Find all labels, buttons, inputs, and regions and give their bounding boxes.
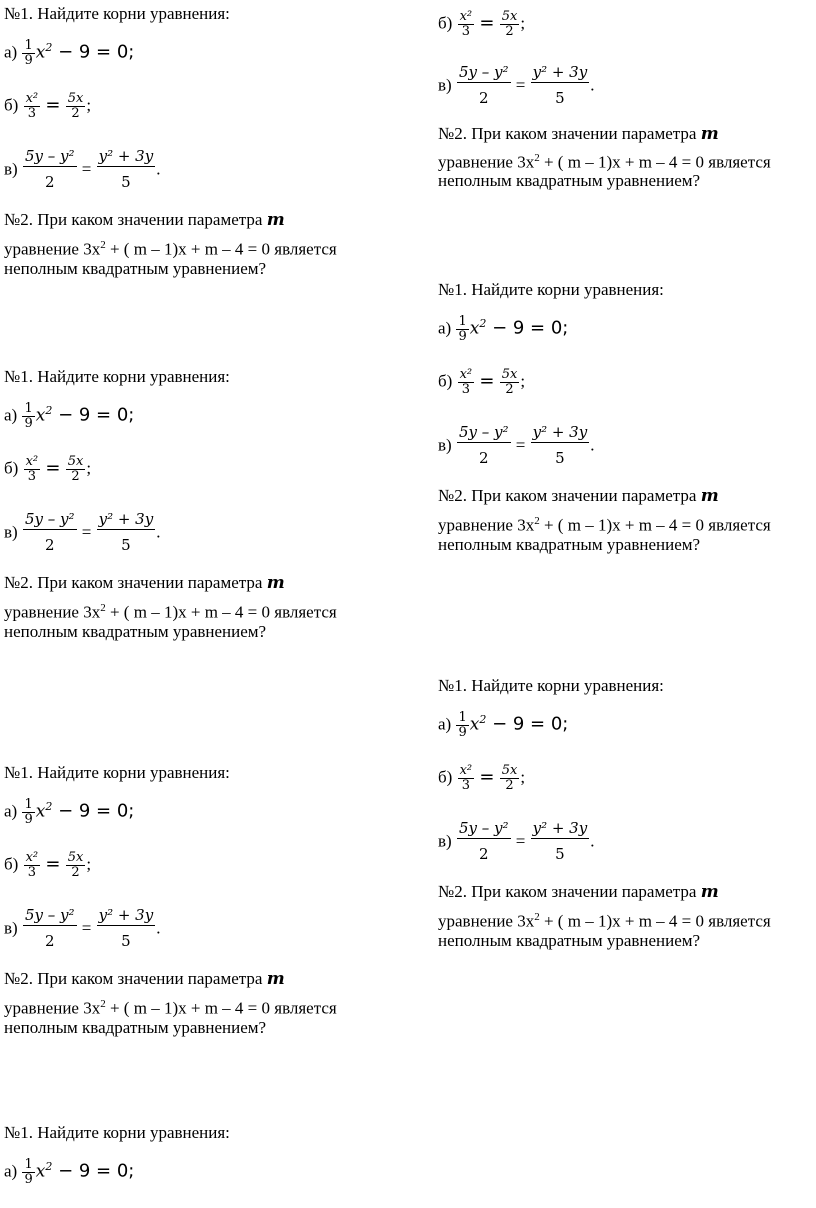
task2-line2 (4, 994, 337, 1019)
equation-rest: − 9 = 0; (52, 41, 135, 63)
task2-line2 (4, 598, 337, 623)
task2-line1 (4, 969, 285, 989)
frac-num: 5x (67, 91, 84, 106)
label-v: в) (438, 831, 452, 851)
task1-title: №1. Найдите корни уравнения: (438, 676, 664, 695)
param-m: m (266, 969, 285, 989)
task2-line3: неполным квадратным уравнением? (4, 622, 267, 641)
fraction-left (24, 851, 41, 880)
power: 2 (45, 404, 53, 417)
frac-den: 2 (23, 925, 77, 954)
task1-v (438, 62, 594, 111)
equation-rest: − 9 = 0; (52, 1160, 135, 1182)
task2-line3: неполным квадратным уравнением? (4, 1018, 267, 1037)
worksheet-card-6 (438, 276, 816, 566)
label-v: в) (4, 159, 18, 179)
frac-den: 5 (531, 442, 590, 471)
param-m: m (266, 573, 285, 593)
frac-den: 9 (458, 725, 467, 741)
frac-num: 1 (458, 710, 467, 726)
frac-num: 5x (501, 9, 518, 24)
equals: = (45, 94, 61, 116)
fraction-right (97, 509, 156, 558)
frac-num: 1 (24, 401, 33, 417)
frac-num: y² + 3y (532, 63, 588, 81)
label-v: в) (4, 918, 18, 938)
equals: = (81, 918, 92, 938)
equals: = (479, 766, 495, 788)
fraction-left (23, 509, 77, 558)
semicolon: ; (520, 767, 526, 787)
fraction-left (458, 368, 475, 397)
equals: = (515, 831, 526, 851)
label-b: б) (4, 458, 19, 478)
equals: = (515, 75, 526, 95)
label-b: б) (438, 371, 453, 391)
param-m: m (266, 210, 285, 230)
label-b: б) (438, 767, 453, 787)
task2-eq-a: уравнение 3x (438, 515, 535, 535)
period: . (590, 831, 595, 851)
task2-eq-b: + ( m – 1)x + m – 4 = 0 является (539, 152, 771, 172)
worksheet-card-7 (438, 672, 816, 962)
fraction-one-ninth (456, 315, 468, 344)
frac-den: 2 (500, 382, 520, 397)
frac-num: 5x (501, 763, 518, 778)
task1-b (4, 455, 91, 484)
task1-v (4, 905, 160, 954)
task1-b (438, 764, 525, 793)
task2-line2 (438, 907, 771, 932)
task2-line1 (438, 486, 719, 506)
frac-num: 5y – y² (24, 510, 75, 528)
equals: = (81, 522, 92, 542)
frac-num: y² + 3y (98, 510, 154, 528)
equation-rest: − 9 = 0; (486, 317, 569, 339)
task1-v (438, 422, 594, 471)
power: 2 (45, 1160, 53, 1173)
frac-den: 3 (24, 469, 41, 484)
worksheet-card-5-partial (438, 0, 816, 195)
task2-eq-b: + ( m – 1)x + m – 4 = 0 является (539, 911, 771, 931)
param-m: m (700, 124, 719, 144)
frac-den: 9 (24, 1172, 33, 1188)
semicolon: ; (520, 13, 526, 33)
task1-v (438, 818, 594, 867)
frac-den: 3 (24, 865, 41, 880)
fraction-one-ninth (22, 39, 34, 68)
frac-den: 9 (458, 329, 467, 345)
task2-line1 (438, 124, 719, 144)
frac-num: 1 (458, 314, 467, 330)
power: 2 (100, 998, 106, 1010)
frac-den: 2 (457, 442, 511, 471)
task1-title: №1. Найдите корни уравнения: (4, 1123, 230, 1142)
task2-text: №2. При каком значении параметра (438, 124, 697, 143)
task2-text: №2. При каком значении параметра (4, 969, 263, 988)
frac-den: 2 (23, 166, 77, 195)
var-x: x (35, 801, 46, 822)
frac-den: 2 (66, 106, 86, 121)
fraction-right (66, 851, 86, 880)
power: 2 (45, 800, 53, 813)
label-b: б) (4, 854, 19, 874)
fraction-left (458, 764, 475, 793)
frac-num: x² (25, 454, 39, 469)
worksheet-card-3 (4, 759, 394, 1049)
frac-num: 1 (24, 1157, 33, 1173)
worksheet-card-2 (4, 363, 394, 653)
task2-eq-a: уравнение 3x (4, 239, 101, 259)
frac-num: x² (25, 91, 39, 106)
fraction-left (457, 818, 511, 867)
task2-text: №2. При каком значении параметра (4, 210, 263, 229)
equals: = (45, 853, 61, 875)
task2-line3: неполным квадратным уравнением? (438, 535, 701, 554)
label-a: а) (4, 1161, 18, 1181)
label-v: в) (4, 522, 18, 542)
frac-num: x² (25, 850, 39, 865)
fraction-left (457, 62, 511, 111)
fraction-right (531, 62, 590, 111)
frac-num: x² (459, 763, 473, 778)
frac-num: 5x (67, 850, 84, 865)
frac-num: 1 (24, 38, 33, 54)
fraction-right (66, 455, 86, 484)
fraction-left (24, 455, 41, 484)
frac-den: 5 (97, 529, 156, 558)
worksheet-card-4-partial (4, 1119, 394, 1208)
fraction-right (66, 92, 86, 121)
task1-title: №1. Найдите корни уравнения: (4, 763, 230, 782)
frac-den: 5 (97, 925, 156, 954)
fraction-left (458, 10, 475, 39)
label-b: б) (438, 13, 453, 33)
task2-text: №2. При каком значении параметра (438, 882, 697, 901)
period: . (156, 918, 161, 938)
task2-line1 (438, 882, 719, 902)
semicolon: ; (520, 371, 526, 391)
equals: = (479, 370, 495, 392)
frac-num: 5y – y² (458, 63, 509, 81)
var-x: x (35, 405, 46, 426)
task1-title: №1. Найдите корни уравнения: (438, 280, 664, 299)
label-a: а) (4, 405, 18, 425)
period: . (590, 435, 595, 455)
semicolon: ; (86, 95, 92, 115)
label-a: а) (4, 801, 18, 821)
power: 2 (45, 41, 53, 54)
power: 2 (479, 713, 487, 726)
frac-num: y² + 3y (532, 819, 588, 837)
frac-den: 3 (24, 106, 41, 121)
task2-line1 (4, 573, 285, 593)
equals: = (515, 435, 526, 455)
task2-eq-a: уравнение 3x (4, 602, 101, 622)
fraction-one-ninth (22, 1158, 34, 1187)
task1-b (4, 92, 91, 121)
power: 2 (534, 911, 540, 923)
task1-a (4, 797, 134, 827)
frac-num: y² + 3y (532, 423, 588, 441)
frac-num: 5y – y² (24, 147, 75, 165)
period: . (156, 522, 161, 542)
frac-den: 2 (66, 469, 86, 484)
worksheet-card-1 (4, 0, 394, 290)
fraction-right (500, 368, 520, 397)
task2-line2 (4, 235, 337, 260)
label-b: б) (4, 95, 19, 115)
task1-a (4, 1157, 134, 1187)
fraction-one-ninth (22, 402, 34, 431)
frac-num: 5x (67, 454, 84, 469)
frac-num: x² (459, 367, 473, 382)
fraction-right (97, 905, 156, 954)
task2-line3: неполным квадратным уравнением? (438, 931, 701, 950)
task2-line3: неполным квадратным уравнением? (4, 259, 267, 278)
var-x: x (469, 318, 480, 339)
frac-num: x² (459, 9, 473, 24)
fraction-one-ninth (22, 798, 34, 827)
task1-title: №1. Найдите корни уравнения: (4, 367, 230, 386)
frac-num: 5y – y² (458, 819, 509, 837)
param-m: m (700, 882, 719, 902)
task2-text: №2. При каком значении параметра (4, 573, 263, 592)
power: 2 (534, 152, 540, 164)
task1-a (438, 314, 568, 344)
equation-rest: − 9 = 0; (52, 404, 135, 426)
frac-den: 5 (97, 166, 156, 195)
frac-den: 2 (500, 24, 520, 39)
var-x: x (35, 42, 46, 63)
task1-a (4, 401, 134, 431)
frac-den: 2 (23, 529, 77, 558)
task2-line1 (4, 210, 285, 230)
equation-rest: − 9 = 0; (486, 713, 569, 735)
task2-line3: неполным квадратным уравнением? (438, 171, 701, 190)
label-v: в) (438, 75, 452, 95)
task1-v (4, 146, 160, 195)
task1-v (4, 509, 160, 558)
task2-line2 (438, 511, 771, 536)
power: 2 (100, 239, 106, 251)
equals: = (479, 12, 495, 34)
period: . (156, 159, 161, 179)
frac-den: 3 (458, 24, 475, 39)
frac-den: 9 (24, 53, 33, 69)
frac-den: 9 (24, 812, 33, 828)
param-m: m (700, 486, 719, 506)
frac-den: 2 (457, 838, 511, 867)
task1-b (438, 10, 525, 39)
fraction-left (23, 905, 77, 954)
power: 2 (100, 602, 106, 614)
task2-text: №2. При каком значении параметра (438, 486, 697, 505)
semicolon: ; (86, 854, 92, 874)
fraction-left (23, 146, 77, 195)
task2-eq-b: + ( m – 1)x + m – 4 = 0 является (105, 239, 337, 259)
power: 2 (479, 317, 487, 330)
label-v: в) (438, 435, 452, 455)
frac-num: 5y – y² (458, 423, 509, 441)
task1-a (438, 710, 568, 740)
label-a: а) (438, 318, 452, 338)
task2-eq-b: + ( m – 1)x + m – 4 = 0 является (105, 602, 337, 622)
task2-line2 (438, 148, 771, 173)
frac-num: y² + 3y (98, 906, 154, 924)
task1-a (4, 38, 134, 68)
fraction-one-ninth (456, 711, 468, 740)
power: 2 (534, 515, 540, 527)
frac-num: y² + 3y (98, 147, 154, 165)
fraction-left (457, 422, 511, 471)
frac-den: 5 (531, 82, 590, 111)
frac-num: 1 (24, 797, 33, 813)
equation-rest: − 9 = 0; (52, 800, 135, 822)
fraction-right (531, 818, 590, 867)
frac-den: 9 (24, 416, 33, 432)
task2-eq-a: уравнение 3x (4, 998, 101, 1018)
task2-eq-b: + ( m – 1)x + m – 4 = 0 является (105, 998, 337, 1018)
fraction-right (97, 146, 156, 195)
task1-b (4, 851, 91, 880)
period: . (590, 75, 595, 95)
frac-num: 5y – y² (24, 906, 75, 924)
fraction-right (500, 764, 520, 793)
task2-eq-a: уравнение 3x (438, 152, 535, 172)
frac-den: 5 (531, 838, 590, 867)
frac-den: 2 (66, 865, 86, 880)
semicolon: ; (86, 458, 92, 478)
fraction-left (24, 92, 41, 121)
equals: = (45, 457, 61, 479)
equals: = (81, 159, 92, 179)
label-a: а) (4, 42, 18, 62)
frac-den: 2 (500, 778, 520, 793)
fraction-right (500, 10, 520, 39)
fraction-right (531, 422, 590, 471)
task1-title: №1. Найдите корни уравнения: (4, 4, 230, 23)
frac-den: 3 (458, 778, 475, 793)
task1-b (438, 368, 525, 397)
task2-eq-b: + ( m – 1)x + m – 4 = 0 является (539, 515, 771, 535)
frac-den: 2 (457, 82, 511, 111)
frac-den: 3 (458, 382, 475, 397)
label-a: а) (438, 714, 452, 734)
task2-eq-a: уравнение 3x (438, 911, 535, 931)
frac-num: 5x (501, 367, 518, 382)
var-x: x (35, 1161, 46, 1182)
var-x: x (469, 714, 480, 735)
